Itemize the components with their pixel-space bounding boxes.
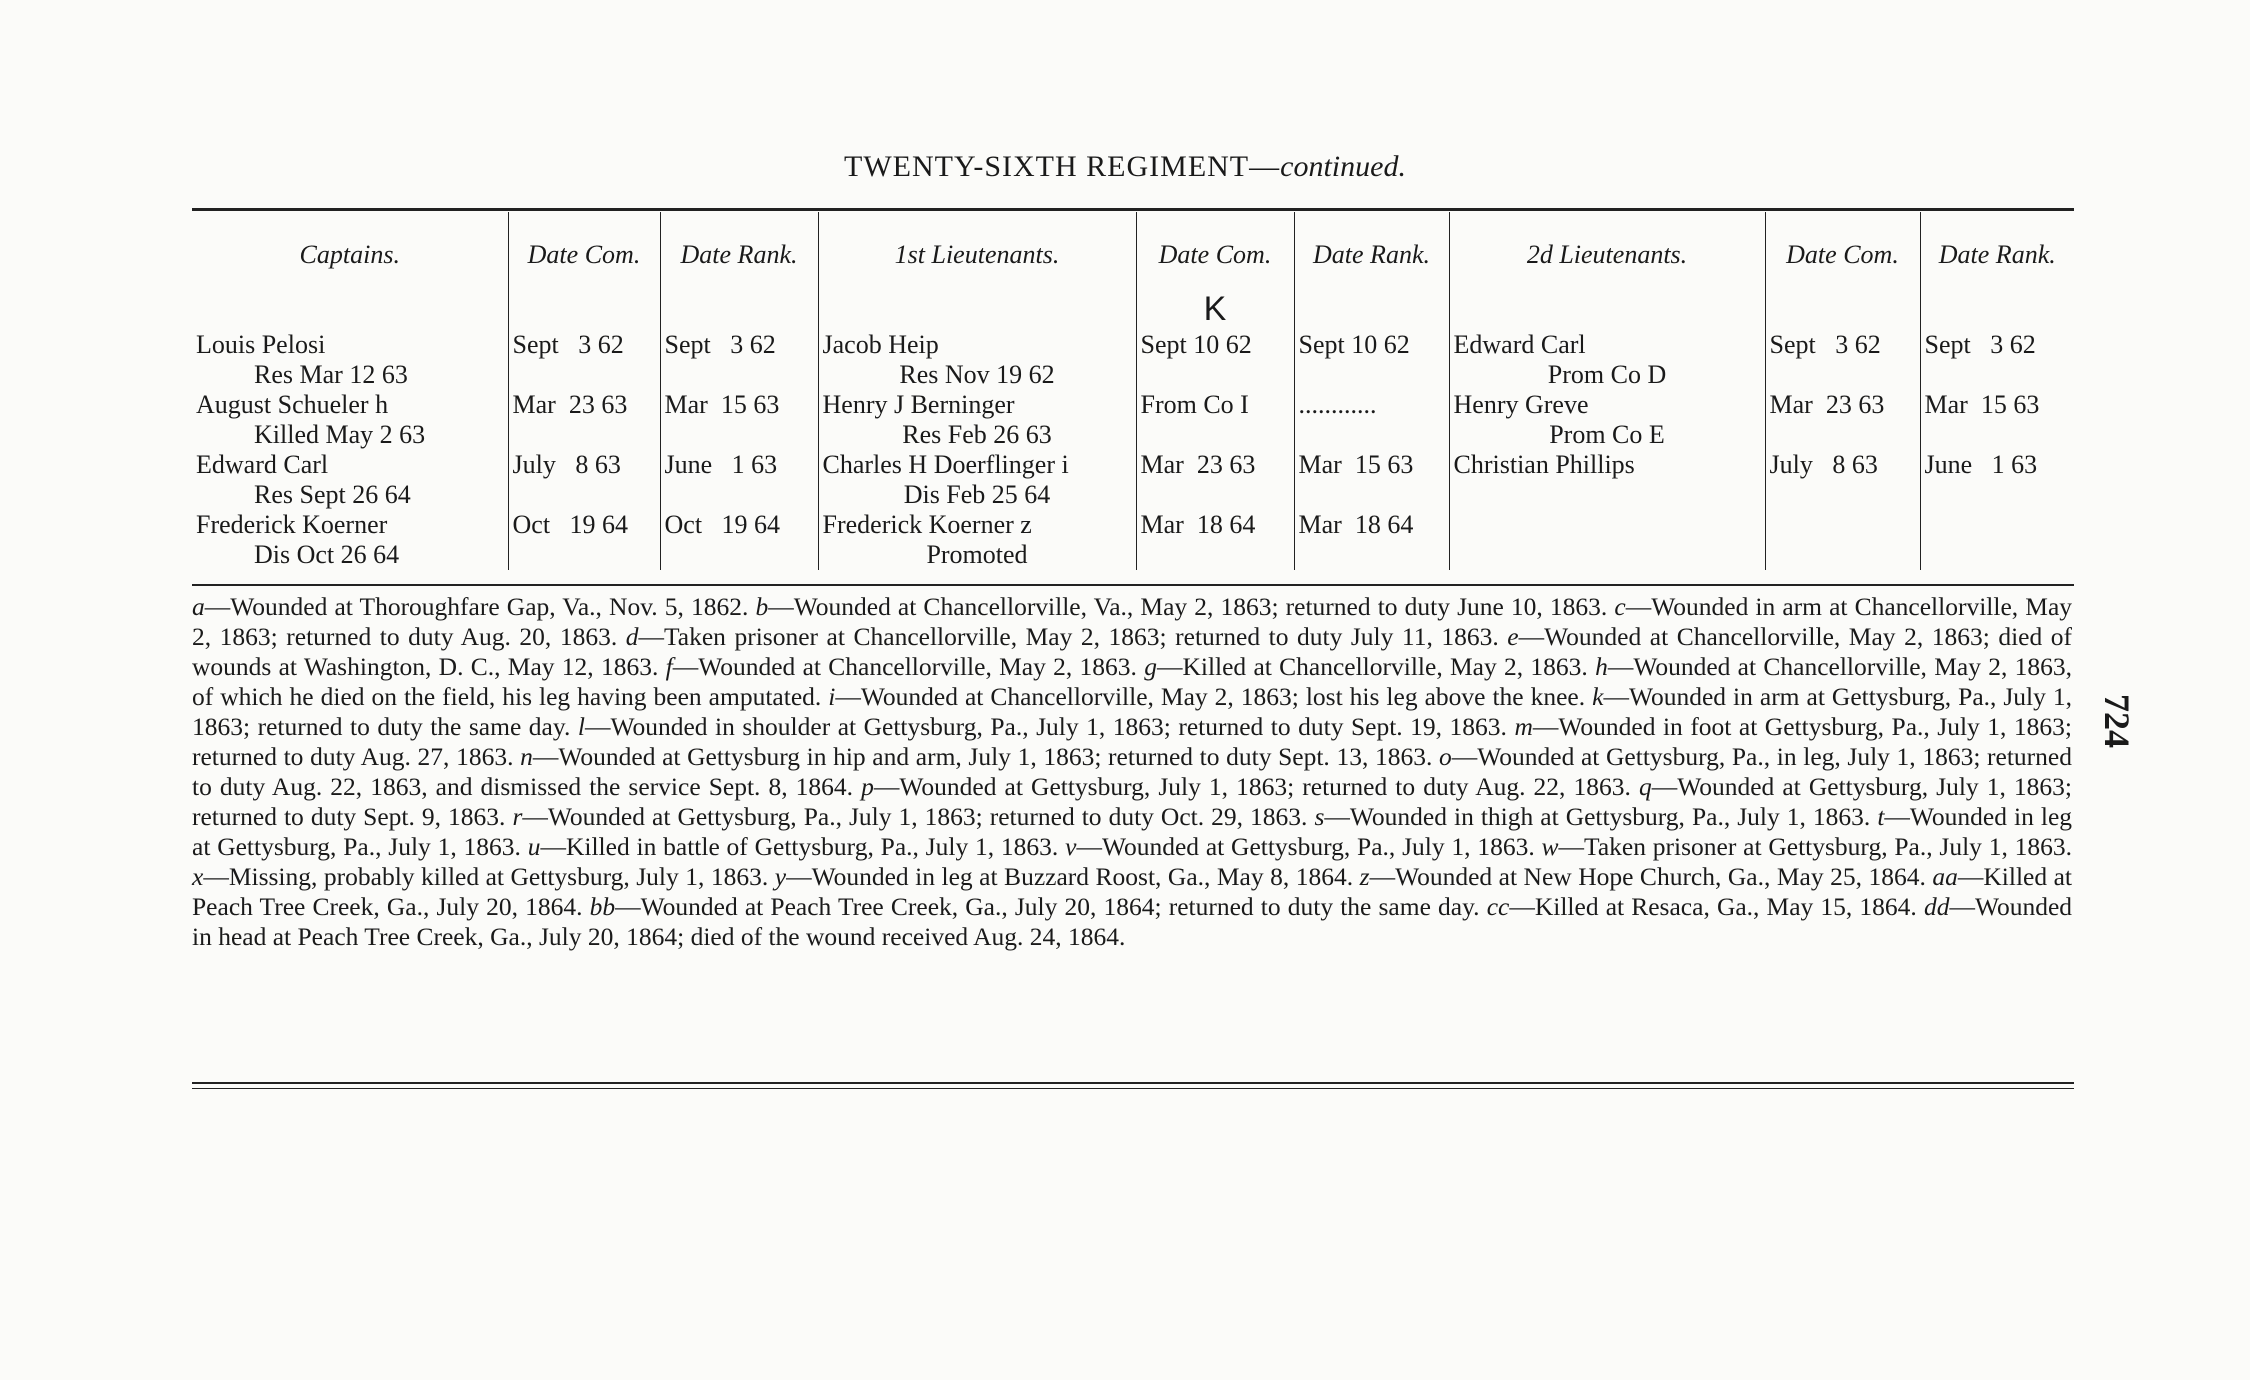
date-com: Mar 18 64 <box>1140 510 1256 539</box>
bottom-rule-1 <box>192 1082 2074 1084</box>
footnote-key: d <box>625 622 639 651</box>
footnote-key: u <box>527 832 541 861</box>
date-rank-cell <box>1920 330 2074 390</box>
date-rank: Mar 15 63 <box>664 390 780 419</box>
footnote <box>528 832 1059 861</box>
date-com-cell <box>508 510 660 570</box>
first-lt-cell <box>818 390 1136 450</box>
footnote-key: o <box>1438 742 1452 771</box>
company-row <box>192 290 2074 330</box>
officer-status: Dis Oct 26 64 <box>254 540 400 569</box>
footnote <box>1487 892 1917 921</box>
footnote-text: —Wounded at Gettysburg in hip and arm, July 1, 1863; returned to duty Sept. 13, 1863. <box>532 742 1433 771</box>
footnote <box>578 712 1507 741</box>
footnote <box>1144 652 1588 681</box>
footnote-text: —Wounded at Gettysburg, Pa., in leg, July 1, 1863; returned to duty Aug. 22, 1863, and dismissed the service Sept. 8, 1864. <box>192 742 2072 801</box>
footnote-key: w <box>1541 832 1559 861</box>
footnote-key: p <box>861 772 874 801</box>
footnote-text: —Wounded at Chancellorville, Va., May 2, 1863; returned to duty June 10, 1863. <box>768 592 1608 621</box>
title-main: TWENTY-SIXTH REGIMENT— <box>844 150 1281 183</box>
date-rank: Sept 3 62 <box>1924 330 2036 359</box>
date-com: Oct 19 64 <box>512 510 629 539</box>
date-com-cell <box>1765 330 1920 390</box>
footnote-text: —Wounded in arm at Chancellorville, May 2, 1863; returned to duty Aug. 20, 1863. <box>192 592 2073 651</box>
footnote-text: —Killed at Peach Tree Creek, Ga., July 20, 1864. <box>192 862 2072 921</box>
officer-name: Jacob Heip <box>822 330 939 359</box>
footnote <box>828 682 1585 711</box>
footnote-key: x <box>192 862 204 891</box>
footnote-key: cc <box>1486 892 1510 921</box>
footnote-key: q <box>1638 772 1652 801</box>
col-first-lieutenants: 1st Lieutenants. <box>818 212 1136 290</box>
footnote <box>520 742 1432 771</box>
officer-name: August Schueler h <box>196 390 389 419</box>
col-captains: Captains. <box>192 212 508 290</box>
col-captain-date-com: Date Com. <box>508 212 660 290</box>
col-second-lt-date-com: Date Com. <box>1765 212 1920 290</box>
footnote-text: —Wounded at Gettysburg, Pa., July 1, 1863; returned to duty Oct. 29, 1863. <box>522 802 1308 831</box>
footnote <box>512 802 1307 831</box>
officer-name: Louis Pelosi <box>196 330 326 359</box>
date-com-cell <box>1136 330 1294 390</box>
footnote <box>755 592 1607 621</box>
footnote-text: —Taken prisoner at Gettysburg, Pa., July 1, 1863. <box>1558 832 2073 861</box>
captain-cell <box>192 510 508 570</box>
footnote-text: —Missing, probably killed at Gettysburg, July 1, 1863. <box>203 862 769 891</box>
company-letter: K <box>1136 290 1294 330</box>
officer-name: Charles H Doerflinger i <box>822 450 1069 479</box>
officer-status: Res Mar 12 63 <box>254 360 408 389</box>
table-row <box>192 450 2074 510</box>
date-com-cell <box>508 330 660 390</box>
footnote-key: v <box>1065 832 1077 861</box>
footnote-text: —Wounded in shoulder at Gettysburg, Pa., July 1, 1863; returned to duty Sept. 19, 1863. <box>584 712 1507 741</box>
date-rank-cell <box>1920 450 2074 510</box>
date-com-cell <box>508 390 660 450</box>
second-lt-cell <box>1449 450 1765 510</box>
footnote <box>1542 832 2073 861</box>
first-lt-cell <box>818 510 1136 570</box>
officer-status: Killed May 2 63 <box>254 420 426 449</box>
officer-name: Edward Carl <box>1453 330 1586 359</box>
date-com: Sept 3 62 <box>512 330 624 359</box>
col-captain-date-rank: Date Rank. <box>660 212 818 290</box>
footnote-text: —Wounded in foot at Gettysburg, Pa., July 1, 1863; returned to duty Aug. 27, 1863. <box>192 712 2073 771</box>
date-com: Mar 23 63 <box>1140 450 1256 479</box>
date-com-cell <box>1765 510 1920 570</box>
footnote-key: k <box>1592 682 1604 711</box>
date-com-cell <box>508 450 660 510</box>
date-rank: Sept 3 62 <box>664 330 776 359</box>
footnote <box>861 772 1631 801</box>
footnote-key: z <box>1359 862 1370 891</box>
date-com: July 8 63 <box>512 450 621 479</box>
date-rank: June 1 63 <box>664 450 778 479</box>
footnote-text: —Killed at Resaca, Ga., May 15, 1864. <box>1509 892 1917 921</box>
footnote-key: g <box>1144 652 1157 681</box>
footnote-text: —Wounded at Chancellorville, May 2, 1863; lost his leg above the knee. <box>835 682 1586 711</box>
officer-status: Prom Co D <box>1547 360 1667 389</box>
date-rank: ............ <box>1298 390 1377 419</box>
officer-name: Edward Carl <box>196 450 329 479</box>
footnote-key: c <box>1614 592 1626 621</box>
second-lt-cell <box>1449 390 1765 450</box>
footnote-key: l <box>577 712 585 741</box>
officers-table <box>192 212 2074 570</box>
date-rank: Sept 10 62 <box>1298 330 1410 359</box>
date-rank-cell <box>1294 450 1449 510</box>
footnote-text: —Wounded at Gettysburg, July 1, 1863; returned to duty Sept. 9, 1863. <box>192 772 2073 831</box>
footnote-text: —Wounded at Thoroughfare Gap, Va., Nov. 5, 1862. <box>204 592 749 621</box>
date-com: Mar 23 63 <box>512 390 628 419</box>
table-row <box>192 390 2074 450</box>
page-number: 724 <box>2097 694 2137 748</box>
footnote-key: e <box>1507 622 1519 651</box>
footnote-text: —Wounded in head at Peach Tree Creek, Ga., July 20, 1864; died of the wound received Aug. 24, 1864. <box>192 892 2073 951</box>
footnote-text: —Wounded at New Hope Church, Ga., May 25, 1864. <box>1369 862 1926 891</box>
officer-status: Res Sept 26 64 <box>254 480 411 509</box>
date-rank-cell <box>1294 330 1449 390</box>
date-rank-cell <box>1920 390 2074 450</box>
date-rank-cell <box>660 510 818 570</box>
footnote <box>192 592 748 621</box>
officer-name: Frederick Koerner z <box>822 510 1032 539</box>
footnote-key: bb <box>589 892 616 921</box>
footnote-text: —Wounded at Chancellorville, May 2, 1863; died of wounds at Washington, D. C., May 12, 1863. <box>192 622 2073 681</box>
date-com-cell <box>1136 510 1294 570</box>
footnote-text: —Wounded in arm at Gettysburg, Pa., July 1, 1863; returned to duty the same day. <box>192 682 2073 741</box>
date-rank-cell <box>1294 510 1449 570</box>
footnote <box>1360 862 1926 891</box>
officer-status: Res Nov 19 62 <box>899 360 1055 389</box>
bottom-rule-2 <box>192 1088 2074 1089</box>
top-rule <box>192 208 2074 211</box>
footnotes <box>192 592 2072 952</box>
footnote <box>192 862 768 891</box>
date-rank: Mar 15 63 <box>1924 390 2040 419</box>
footnote-key: s <box>1314 802 1325 831</box>
col-second-lt-date-rank: Date Rank. <box>1938 240 2056 269</box>
date-rank-cell <box>1294 390 1449 450</box>
footnote-key: f <box>665 652 673 681</box>
date-com: From Co I <box>1140 390 1249 419</box>
officer-name: Henry J Berninger <box>822 390 1015 419</box>
captain-cell <box>192 450 508 510</box>
table-row <box>192 510 2074 570</box>
footnote-text: —Wounded at Gettysburg, July 1, 1863; returned to duty Aug. 22, 1863. <box>873 772 1631 801</box>
officer-status: Prom Co E <box>1549 420 1665 449</box>
footnote <box>1065 832 1535 861</box>
officer-name: Henry Greve <box>1453 390 1589 419</box>
officer-name: Frederick Koerner <box>196 510 388 539</box>
page-title <box>0 150 2250 184</box>
footnote-text: —Wounded at Chancellorville, May 2, 1863, of which he died on the field, his leg having been amputated. <box>192 652 2073 711</box>
notes-top-rule <box>192 584 2074 586</box>
second-lt-cell <box>1449 510 1765 570</box>
first-lt-cell <box>818 330 1136 390</box>
date-rank: June 1 63 <box>1924 450 2038 479</box>
captain-cell <box>192 330 508 390</box>
footnote <box>775 862 1353 891</box>
footnote-key: r <box>512 802 523 831</box>
footnote-key: m <box>1514 712 1533 741</box>
officer-name: Christian Phillips <box>1453 450 1635 479</box>
footnote-key: n <box>520 742 533 771</box>
footnote-text: —Wounded at Chancellorville, May 2, 1863. <box>672 652 1137 681</box>
col-second-lieutenants: 2d Lieutenants. <box>1449 212 1765 290</box>
footnote <box>626 622 1499 651</box>
footnote-text: —Killed at Chancellorville, May 2, 1863. <box>1156 652 1588 681</box>
officer-status: Dis Feb 25 64 <box>903 480 1051 509</box>
date-rank: Mar 15 63 <box>1298 450 1414 479</box>
footnote <box>590 892 1480 921</box>
date-com: July 8 63 <box>1769 450 1878 479</box>
footnote-key: aa <box>1932 862 1958 891</box>
header-row <box>192 212 2074 290</box>
first-lt-cell <box>818 450 1136 510</box>
footnote <box>1314 802 1870 831</box>
second-lt-cell <box>1449 330 1765 390</box>
date-rank-cell <box>1920 510 2074 570</box>
footnote-text: —Wounded at Peach Tree Creek, Ga., July 20, 1864; returned to duty the same day. <box>615 892 1480 921</box>
date-rank: Mar 18 64 <box>1298 510 1414 539</box>
footnote-key: b <box>755 592 769 621</box>
footnote-key: dd <box>1923 892 1950 921</box>
date-rank-cell <box>660 450 818 510</box>
footnote-key: h <box>1595 652 1608 681</box>
date-rank-cell <box>660 390 818 450</box>
date-rank: Oct 19 64 <box>664 510 781 539</box>
footnote-key: y <box>774 862 787 891</box>
date-com: Mar 23 63 <box>1769 390 1885 419</box>
footnote-text: —Wounded in leg at Buzzard Roost, Ga., May 8, 1864. <box>786 862 1354 891</box>
title-continued: continued. <box>1280 150 1406 183</box>
footnote-key: t <box>1877 802 1885 831</box>
date-com-cell <box>1136 450 1294 510</box>
footnote-key: a <box>192 592 205 621</box>
date-rank-cell <box>660 330 818 390</box>
footnote-key: i <box>828 682 836 711</box>
date-com-cell <box>1136 390 1294 450</box>
footnote-text: —Wounded in thigh at Gettysburg, Pa., July 1, 1863. <box>1324 802 1871 831</box>
table-row <box>192 330 2074 390</box>
officer-status: Promoted <box>926 540 1028 569</box>
footnote-text: —Taken prisoner at Chancellorville, May 2, 1863; returned to duty July 11, 1863. <box>638 622 1499 651</box>
date-com-cell <box>1765 450 1920 510</box>
footnote-text: —Wounded in leg at Gettysburg, Pa., July 1, 1863. <box>192 802 2073 861</box>
officer-status: Res Feb 26 63 <box>902 420 1052 449</box>
footnote-text: —Wounded at Gettysburg, Pa., July 1, 1863. <box>1076 832 1535 861</box>
captain-cell <box>192 390 508 450</box>
col-first-lt-date-rank: Date Rank. <box>1294 212 1449 290</box>
date-com: Sept 10 62 <box>1140 330 1252 359</box>
date-com: Sept 3 62 <box>1769 330 1881 359</box>
footnote <box>666 652 1137 681</box>
col-first-lt-date-com: Date Com. <box>1136 212 1294 290</box>
footnote-text: —Killed in battle of Gettysburg, Pa., July 1, 1863. <box>540 832 1059 861</box>
date-com-cell <box>1765 390 1920 450</box>
